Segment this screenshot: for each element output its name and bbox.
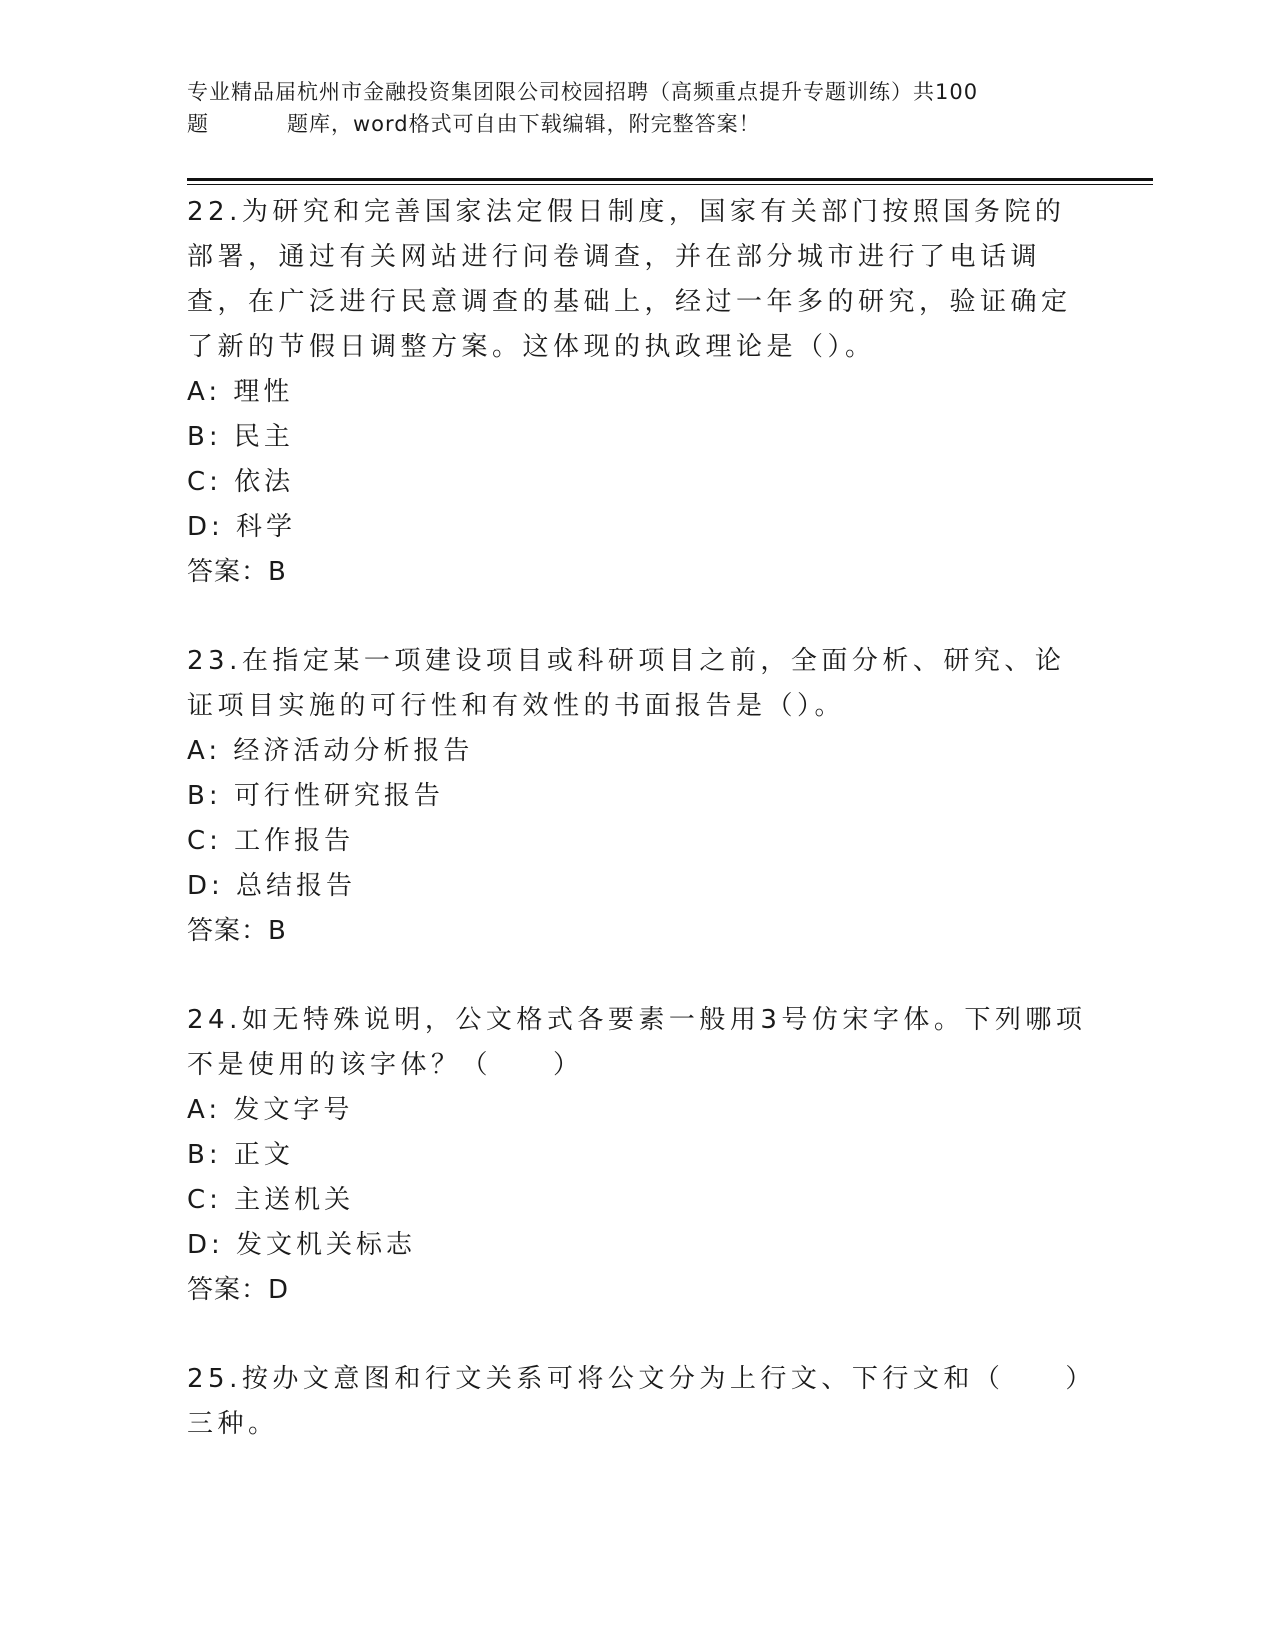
question-stem: 22.为研究和完善国家法定假日制度，国家有关部门按照国务院的部署，通过有关网站进行问卷调查，并在部分城市进行了电话调查，在广泛进行民意调查的基础上，经过一年多的研究，验证确定了新的节假日调整方案。这体现的执政理论是（）。: [187, 197, 1072, 362]
answer-text: 答案：B: [187, 557, 287, 587]
option-b: B: 正文: [187, 1140, 294, 1170]
question-list: [187, 190, 1087, 1491]
header-rule-thin: [187, 184, 1153, 185]
option-a: A: 理性: [187, 377, 294, 407]
answer-text: 答案：D: [187, 1275, 290, 1305]
question-23: [187, 639, 1087, 954]
question-stem: 24.如无特殊说明，公文格式各要素一般用3号仿宋字体。下列哪项不是使用的该字体？（ ）: [187, 1005, 1087, 1080]
header-title-line-2: [187, 108, 1087, 140]
option-a: A: 经济活动分析报告: [187, 736, 474, 766]
question-25: [187, 1357, 1087, 1447]
question-22: [187, 190, 1087, 595]
header-line-2-end: 题库，word格式可自由下载编辑，附完整答案！: [287, 112, 761, 136]
header-title-line-1: 专业精品届杭州市金融投资集团限公司校园招聘（高频重点提升专题训练）共100: [187, 80, 979, 104]
option-d: D: 科学: [187, 512, 297, 542]
header-line-2-start: 题: [187, 112, 209, 136]
document-header: [187, 76, 1087, 140]
option-d: D: 总结报告: [187, 871, 357, 901]
question-stem: 23.在指定某一项建设项目或科研项目之前，全面分析、研究、论证项目实施的可行性和有效性的书面报告是（）。: [187, 646, 1066, 721]
option-d: D: 发文机关标志: [187, 1230, 417, 1260]
option-b: B: 可行性研究报告: [187, 781, 444, 811]
question-stem: 25.按办文意图和行文关系可将公文分为上行文、下行文和（ ）三种。: [187, 1364, 1083, 1439]
option-b: B: 民主: [187, 422, 294, 452]
option-c: C: 工作报告: [187, 826, 355, 856]
answer-text: 答案：B: [187, 916, 287, 946]
option-a: A: 发文字号: [187, 1095, 354, 1125]
option-c: C: 主送机关: [187, 1185, 355, 1215]
header-rule-thick: [187, 178, 1153, 181]
option-c: C: 依法: [187, 467, 295, 497]
question-24: [187, 998, 1087, 1313]
